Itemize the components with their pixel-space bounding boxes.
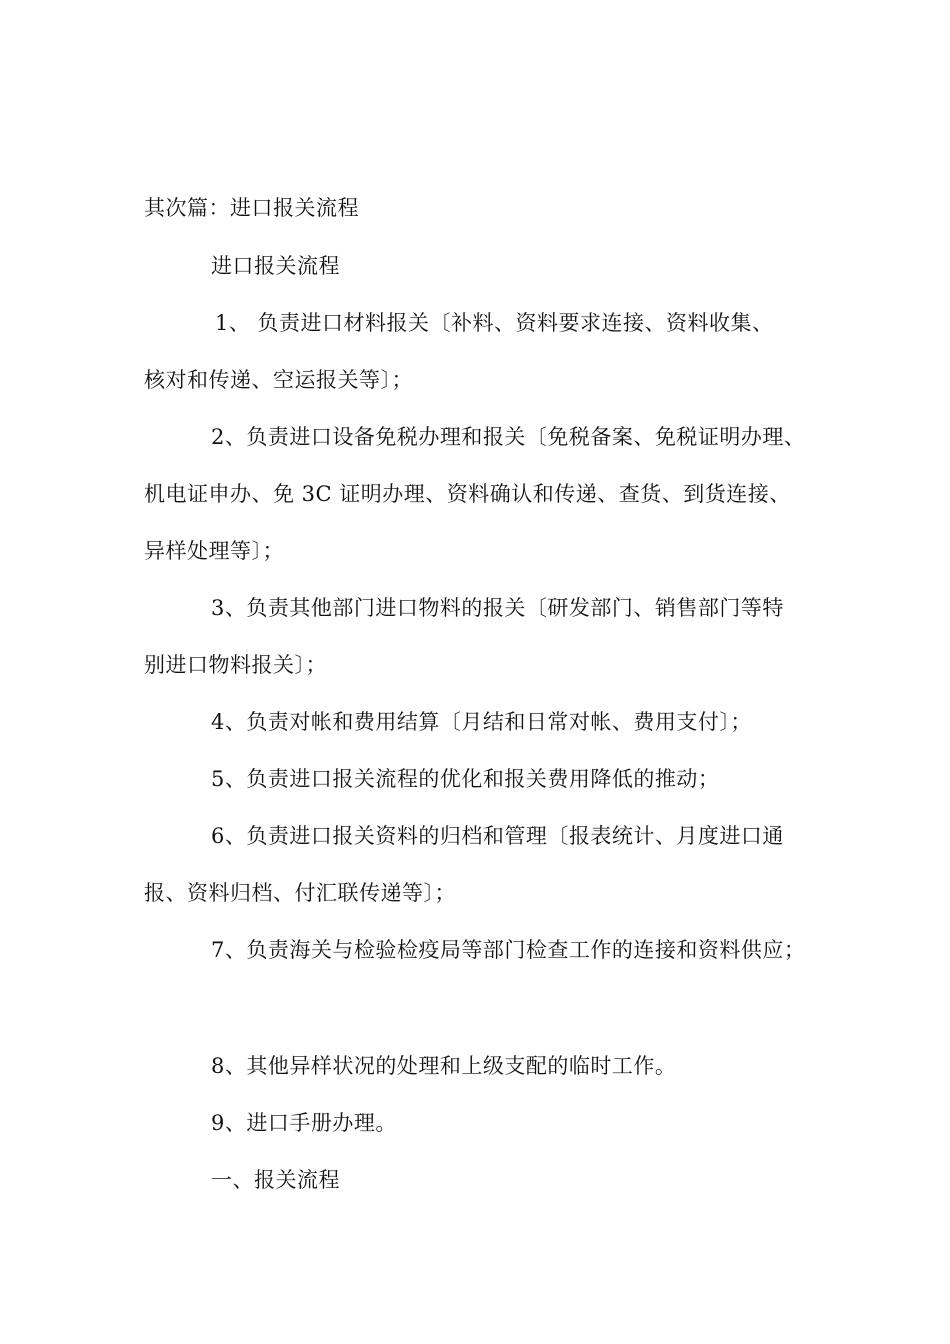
document-subheading: 进口报关流程 xyxy=(211,254,340,278)
section-title: 一、报关流程 xyxy=(211,1168,340,1192)
list-item-2-line-2: 机电证申办、免 3C 证明办理、资料确认和传递、查货、到货连接、 xyxy=(144,482,791,506)
list-item-4: 4、负责对帐和费用结算〔月结和日常对帐、费用支付〕； xyxy=(211,710,752,734)
list-item-1-line-2: 核对和传递、空运报关等〕； xyxy=(144,368,413,392)
list-item-2-line-1: 2、负责进口设备免税办理和报关〔免税备案、免税证明办理、 xyxy=(211,425,806,449)
document-heading: 其次篇：进口报关流程 xyxy=(144,196,359,220)
list-item-7: 7、负责海关与检验检疫局等部门检查工作的连接和资料供应； xyxy=(211,938,806,962)
list-item-2-line-3: 异样处理等〕； xyxy=(144,539,284,563)
list-item-5: 5、负责进口报关流程的优化和报关费用降低的推动； xyxy=(211,767,720,791)
list-item-6-line-2: 报、资料归档、付汇联传递等〕； xyxy=(144,881,456,905)
list-item-9: 9、进口手册办理。 xyxy=(211,1111,397,1135)
list-item-1-line-1: 1、 负责进口材料报关〔补料、资料要求连接、资料收集、 xyxy=(215,311,774,335)
list-item-3-line-2: 别进口物料报关〕； xyxy=(144,653,327,677)
list-item-8: 8、其他异样状况的处理和上级支配的临时工作。 xyxy=(211,1054,677,1078)
list-item-3-line-1: 3、负责其他部门进口物料的报关〔研发部门、销售部门等特 xyxy=(211,596,784,620)
list-item-6-line-1: 6、负责进口报关资料的归档和管理〔报表统计、月度进口通 xyxy=(211,824,784,848)
